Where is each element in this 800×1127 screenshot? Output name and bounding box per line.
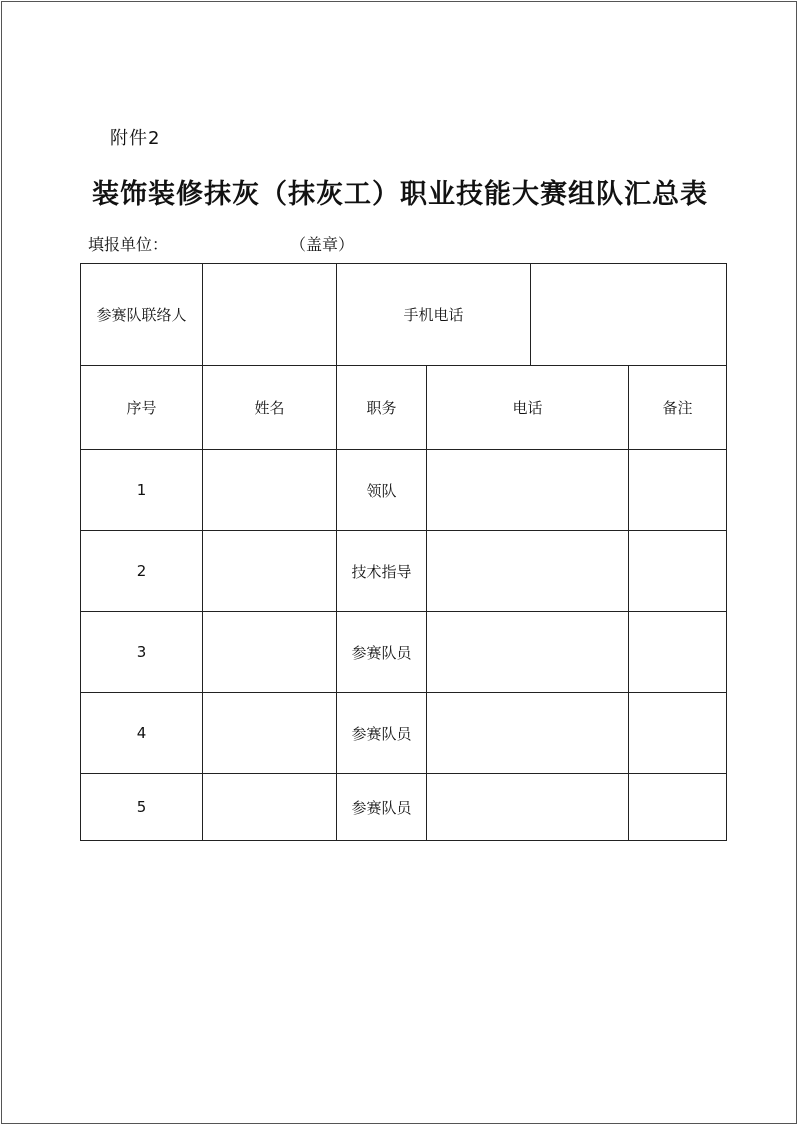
row-role-cell: [337, 774, 427, 841]
row-role: 技术指导: [351, 562, 412, 581]
row-role-cell: [337, 693, 427, 774]
row-note-cell[interactable]: [629, 450, 727, 531]
header-index: [81, 366, 203, 450]
row-role-cell: [337, 450, 427, 531]
document-title: 装饰装修抹灰（抹灰工）职业技能大赛组队汇总表: [92, 179, 708, 210]
header-name-label: 姓名: [254, 399, 285, 417]
header-note-label: 备注: [662, 399, 693, 417]
header-name: [203, 366, 337, 450]
row-phone-cell[interactable]: [427, 693, 629, 774]
row-role: 领队: [366, 481, 397, 500]
row-note-cell[interactable]: [629, 612, 727, 693]
phone-label: 手机电话: [403, 306, 464, 324]
row-phone-cell[interactable]: [427, 612, 629, 693]
table-header-row: [81, 366, 727, 450]
row-phone-cell[interactable]: [427, 450, 629, 531]
row-name-cell[interactable]: [203, 531, 337, 612]
row-index-cell: [81, 612, 203, 693]
header-phone: [427, 366, 629, 450]
header-role-label: 职务: [366, 399, 397, 417]
row-index: 1: [136, 481, 147, 499]
table-row: [81, 450, 727, 531]
row-phone-cell[interactable]: [427, 774, 629, 841]
seal-label: （盖章）: [290, 235, 355, 254]
row-role: 参赛队员: [351, 724, 412, 743]
row-index-cell: [81, 774, 203, 841]
row-note-cell[interactable]: [629, 693, 727, 774]
contact-row: [81, 264, 727, 366]
row-name-cell[interactable]: [203, 693, 337, 774]
team-summary-table: [80, 263, 727, 841]
attachment-label: 附件2: [110, 128, 161, 149]
header-note: [629, 366, 727, 450]
contact-person-label: 参赛队联络人: [96, 306, 187, 324]
row-name-cell[interactable]: [203, 612, 337, 693]
row-note-cell[interactable]: [629, 774, 727, 841]
table-row: [81, 693, 727, 774]
contact-person-label-cell: [81, 264, 203, 366]
row-role-cell: [337, 612, 427, 693]
phone-input-cell[interactable]: [531, 264, 727, 366]
row-role-cell: [337, 531, 427, 612]
header-role: [337, 366, 427, 450]
table-row: [81, 612, 727, 693]
row-index: 5: [136, 798, 147, 816]
row-index: 4: [136, 724, 147, 742]
row-role: 参赛队员: [351, 798, 412, 817]
header-phone-label: 电话: [512, 399, 543, 417]
row-role: 参赛队员: [351, 643, 412, 662]
reporting-unit-label: 填报单位：: [88, 235, 169, 254]
contact-person-input-cell[interactable]: [203, 264, 337, 366]
header-index-label: 序号: [126, 399, 157, 417]
row-phone-cell[interactable]: [427, 531, 629, 612]
table-row: [81, 774, 727, 841]
row-index-cell: [81, 450, 203, 531]
row-index-cell: [81, 693, 203, 774]
row-index: 3: [136, 643, 147, 661]
table-row: [81, 531, 727, 612]
row-index: 2: [136, 562, 147, 580]
phone-label-cell: [337, 264, 531, 366]
row-note-cell[interactable]: [629, 531, 727, 612]
row-name-cell[interactable]: [203, 774, 337, 841]
row-index-cell: [81, 531, 203, 612]
row-name-cell[interactable]: [203, 450, 337, 531]
